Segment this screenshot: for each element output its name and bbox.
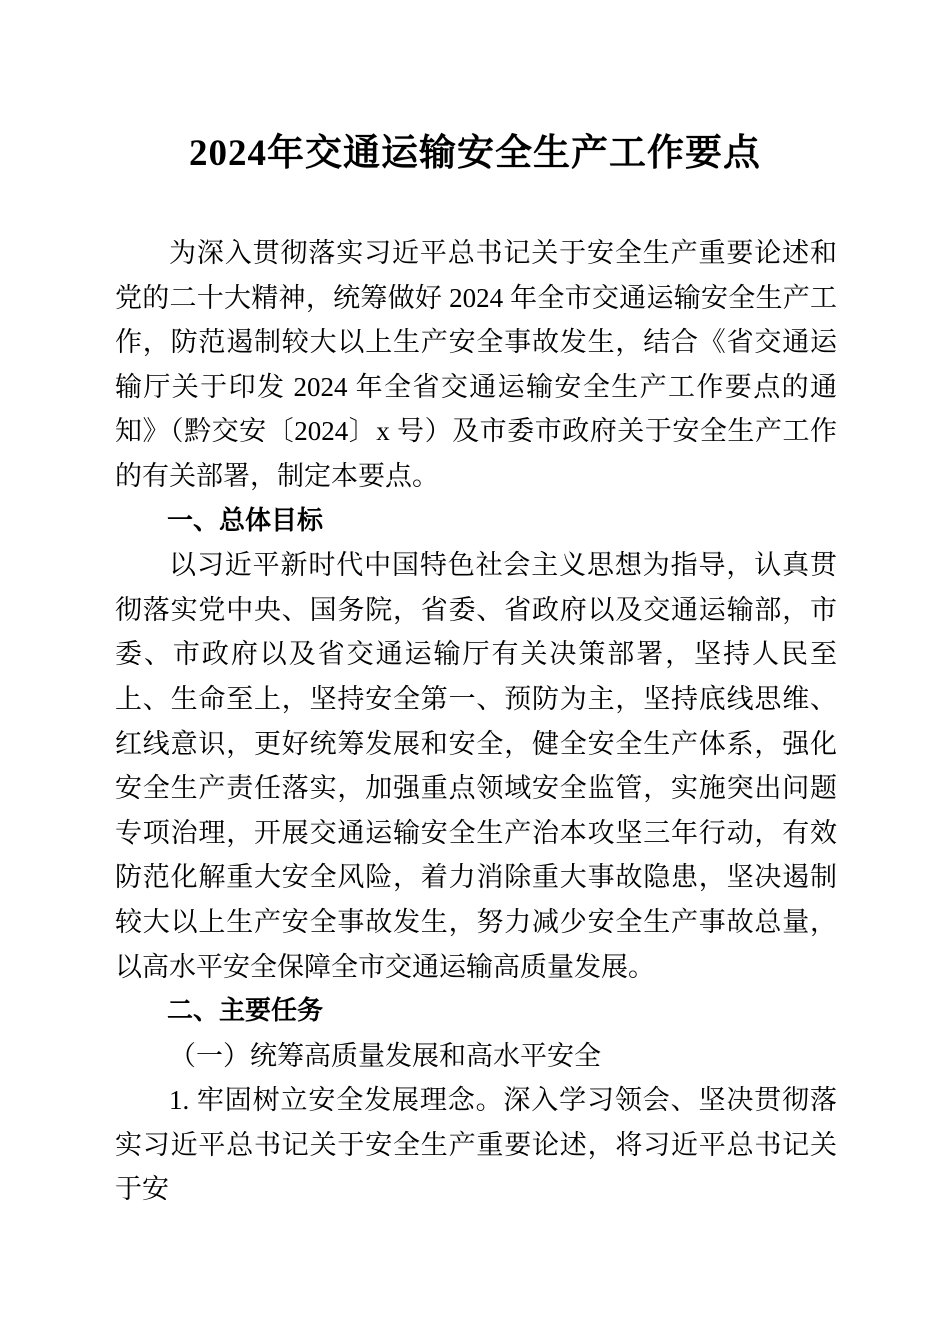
section-heading-overall-goals: 一、总体目标 — [167, 505, 324, 536]
overall-goals-paragraph: 以习近平新时代中国特色社会主义思想为指导，认真贯彻落实党中央、国务院，省委、省政府以及交通运输部，市委、市政府以及省交通运输厅有关决策部署，坚持人民至上、生命至上，坚持安全第一、预防为主，坚持底线思维、红线意识，更好统筹发展和安全，健全安全生产体系，强化安全生产责任落实，加强重点领域安全监管，实施突出问题专项治理，开展交通运输安全生产治本攻坚三年行动，有效防范化解重大安全风险，着力消除重大事故隐患，坚决遏制较大以上生产安全事故发生，努力减少安全生产事故总量，以高水平安全保障全市交通运输高质量发展。 — [115, 550, 837, 982]
section-heading-main-tasks: 二、主要任务 — [167, 996, 324, 1027]
intro-paragraph: 为深入贯彻落实习近平总书记关于安全生产重要论述和党的二十大精神，统筹做好 2024 年全市交通运输安全生产工作，防范遏制较大以上生产安全事故发生，结合《省交通运输厅关于印发 2024 年全省交通运输安全生产工作要点的通知》（黔交安〔2024〕x 号）及市委市政府关于安全生产工作的有关部署，制定本要点。 — [115, 238, 837, 491]
subsection-heading-1: （一）统筹高质量发展和高水平安全 — [169, 1040, 601, 1071]
task-1-paragraph: 1. 牢固树立安全发展理念。深入学习领会、坚决贯彻落实习近平总书记关于安全生产重要论述，将习近平总书记关于安 — [115, 1085, 837, 1205]
document-title: 2024年交通运输安全生产工作要点 — [189, 133, 761, 174]
document-body — [115, 231, 837, 1212]
